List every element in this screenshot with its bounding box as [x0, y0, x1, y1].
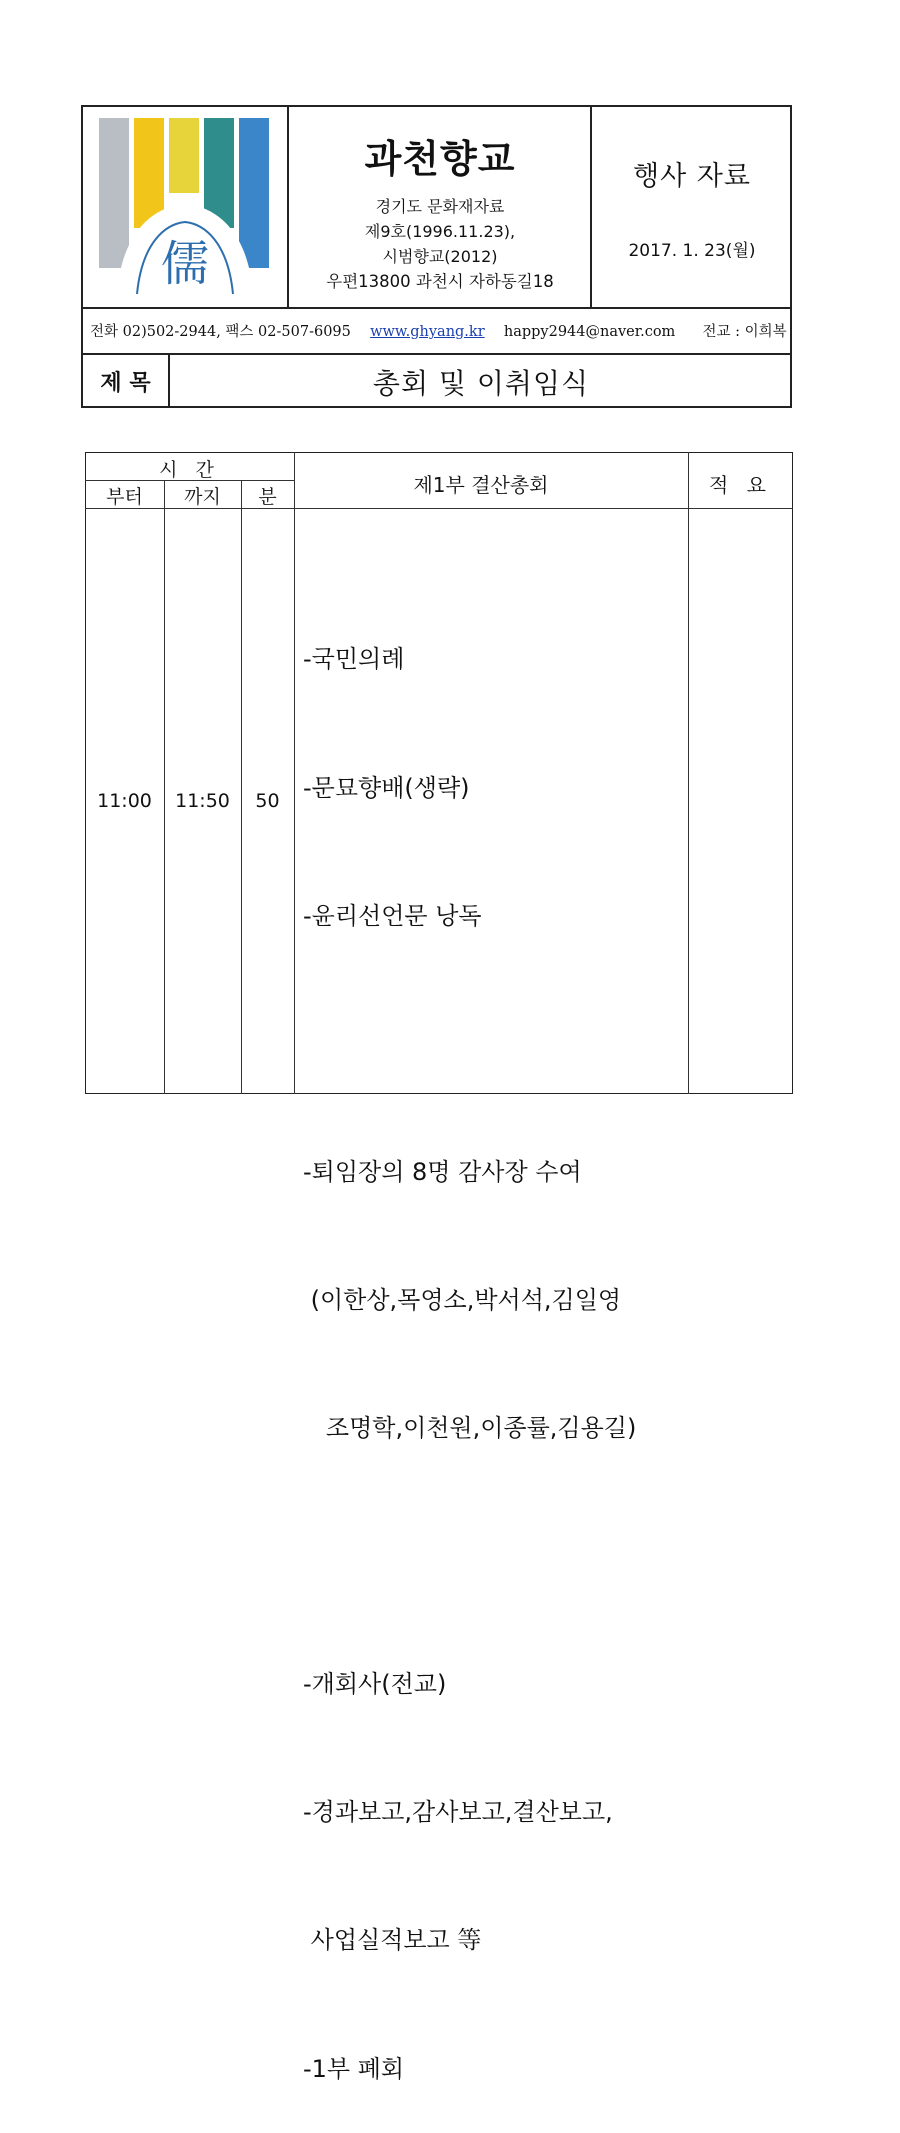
- program-item: -문묘향배(생략): [303, 773, 470, 802]
- program-item: [303, 1535, 688, 1578]
- row-from-time: 11:00: [97, 790, 152, 812]
- col-line-3: [294, 452, 295, 1094]
- program-item: -퇴임장의 8명 감사장 수여: [303, 1157, 582, 1186]
- doc-date: 2017. 1. 23(월): [628, 241, 756, 261]
- logo-bar: [239, 118, 269, 268]
- org-description: [290, 194, 590, 294]
- program-header: 제1부 결산총회: [413, 473, 549, 497]
- org-name: 과천향교: [364, 137, 516, 181]
- logo-character: 儒: [160, 236, 210, 292]
- program-items: [303, 553, 688, 2133]
- header-vdivider-2: [590, 105, 592, 309]
- program-item: -1부 폐회: [303, 2054, 405, 2083]
- org-desc-line: 시범향교(2012): [382, 247, 498, 266]
- program-item: (이한상,목영소,박서석,김일영: [303, 1285, 622, 1314]
- doc-type: 행사 자료: [633, 161, 751, 192]
- contact-row: [90, 320, 790, 341]
- email-link[interactable]: happy2944@naver.com: [503, 324, 676, 340]
- logo-graphic: [97, 118, 273, 294]
- website-link[interactable]: www.ghyang.kr: [370, 324, 485, 340]
- program-item: 조명학,이천원,이종률,김용길): [303, 1414, 637, 1443]
- program-item: -윤리선언문 낭독: [303, 901, 482, 930]
- col-line-2: [241, 480, 242, 1094]
- col-min-header: 분: [258, 486, 277, 508]
- time-header: 시 간: [159, 459, 220, 481]
- program-item: -개회사(전교): [303, 1670, 447, 1699]
- header-divider-1: [81, 307, 792, 309]
- program-item: -경과보고,감사보고,결산보고,: [303, 1798, 613, 1827]
- row-to-time: 11:50: [175, 790, 230, 812]
- header-vdivider-1: [287, 105, 289, 309]
- head-name: 전교 : 이희복: [702, 324, 787, 340]
- program-item: [303, 1023, 688, 1066]
- col-line-4: [688, 452, 689, 1094]
- program-item: -국민의례: [303, 645, 405, 674]
- org-desc-line: 경기도 문화재자료: [375, 197, 505, 216]
- program-item: 사업실적보고 等: [303, 1926, 482, 1955]
- subject-title: 총회 및 이취임식: [372, 367, 590, 400]
- remarks-header: 적 요: [709, 473, 772, 497]
- logo: [97, 118, 273, 294]
- col-from-header: 부터: [106, 486, 143, 508]
- header-divider-2: [81, 353, 792, 355]
- org-desc-line: 제9호(1996.11.23),: [364, 222, 516, 241]
- subject-label: 제 목: [100, 371, 151, 396]
- org-address: 우편13800 과천시 자하동길18: [326, 272, 554, 291]
- logo-bar: [169, 118, 199, 193]
- col-to-header: 까지: [184, 486, 221, 508]
- logo-bar: [99, 118, 129, 268]
- logo-bar: [134, 118, 164, 228]
- phone-fax: 전화 02)502-2944, 팩스 02-507-6095: [90, 324, 351, 340]
- row-minutes: 50: [255, 790, 280, 812]
- col-line-1: [164, 480, 165, 1094]
